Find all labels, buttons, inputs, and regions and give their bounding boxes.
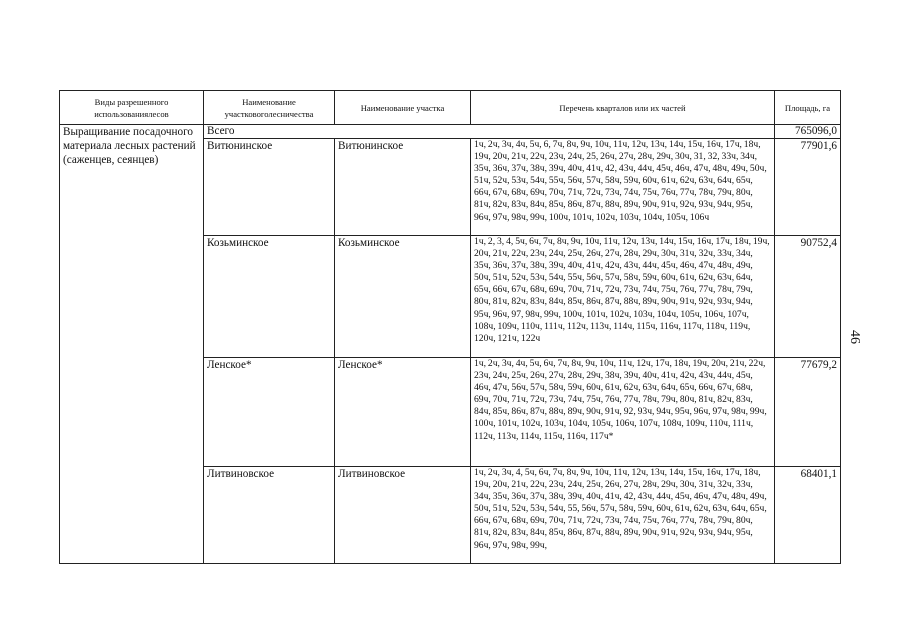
quarters-list: 1ч, 2, 3, 4, 5ч, 6ч, 7ч, 8ч, 9ч, 10ч, 11ч, 12ч, 13ч, 14ч, 15ч, 16ч, 17ч, 18ч, 19ч, 20ч, 21ч, 22ч, 23ч, 24ч, 25ч, 26ч, 27ч, 28ч, 29ч, 30ч, 31ч, 32ч, 33ч, 34ч, 35ч, 36ч, 37ч, 38ч, 39ч, 40ч, 41ч, 42ч, 43ч, 44ч, 45ч, 46ч, 47ч, 48ч, 49ч, 50ч, 51ч, 52ч, 53ч, 54ч, 55ч, 56ч, 57ч, 58ч, 59ч, 60ч, 61ч, 62ч, 63ч, 64ч, 65ч, 66ч, 67ч, 68ч, 69ч, 70ч, 71ч, 72ч, 73ч, 74ч, 75ч, 76ч, 77ч, 78ч, 79ч, 80ч, 81ч, 82ч, 83ч, 84ч, 85ч, 86ч, 87ч, 88ч, 89ч, 90ч, 91ч, 92ч, 93ч, 94ч, 95ч, 96ч, 97, 98ч, 99ч, 100ч, 101ч, 102ч, 103ч, 104ч, 105ч, 106ч, 107ч, 108ч, 109ч, 110ч, 111ч, 112ч, 113ч, 114ч, 115ч, 116ч, 117ч, 118ч, 119ч, 120ч, 121ч, 122ч (471, 236, 775, 358)
page-number: 46 (847, 330, 862, 344)
total-label: Всего (204, 125, 775, 139)
forestry-name: Козьминское (204, 236, 335, 358)
forestry-name: Витюнинское (204, 139, 335, 236)
site-name: Витюнинское (335, 139, 471, 236)
area-value: 77679,2 (775, 358, 841, 467)
area-value: 90752,4 (775, 236, 841, 358)
area-value: 68401,1 (775, 467, 841, 564)
header-row (60, 91, 841, 125)
header-site: Наименование участка (335, 91, 471, 125)
header-area: Площадь, га (775, 91, 841, 125)
site-name: Ленское* (335, 358, 471, 467)
quarters-list: 1ч, 2ч, 3ч, 4, 5ч, 6ч, 7ч, 8ч, 9ч, 10ч, 11ч, 12ч, 13ч, 14ч, 15ч, 16ч, 17ч, 18ч, 19ч, 20ч, 21ч, 22ч, 23ч, 24ч, 25ч, 26ч, 27ч, 28ч, 29ч, 30ч, 31ч, 32ч, 33ч, 34ч, 35ч, 36ч, 37ч, 38ч, 39ч, 40ч, 41ч, 42, 43ч, 44ч, 45ч, 46ч, 47ч, 48ч, 49ч, 50ч, 51ч, 52ч, 53ч, 54ч, 55, 56ч, 57ч, 58ч, 59ч, 60ч, 61ч, 62ч, 63ч, 64ч, 65ч, 66ч, 67ч, 68ч, 69ч, 70ч, 71ч, 72ч, 73ч, 74ч, 75ч, 76ч, 77ч, 78ч, 79ч, 80ч, 81ч, 82ч, 83ч, 84ч, 85ч, 86ч, 87ч, 88ч, 89ч, 90ч, 91ч, 92ч, 93ч, 94ч, 95ч, 96ч, 97ч, 98ч, 99ч, (471, 467, 775, 564)
header-forestry: Наименование участковоголесничества (204, 91, 335, 125)
area-value: 77901,6 (775, 139, 841, 236)
site-name: Козьминское (335, 236, 471, 358)
quarters-list: 1ч, 2ч, 3ч, 4ч, 5ч, 6, 7ч, 8ч, 9ч, 10ч, 11ч, 12ч, 13ч, 14ч, 15ч, 16ч, 17ч, 18ч, 19ч, 20ч, 21ч, 22ч, 23ч, 24ч, 25, 26ч, 27ч, 28ч, 29ч, 30ч, 31, 32, 33ч, 34ч, 35ч, 36ч, 37ч, 38ч, 39ч, 40ч, 41ч, 42, 43ч, 44ч, 45ч, 46ч, 47ч, 48ч, 49ч, 50ч, 51ч, 52ч, 53ч, 54ч, 55ч, 56ч, 57ч, 58ч, 59ч, 60ч, 61ч, 62ч, 63ч, 64ч, 65ч, 66ч, 67ч, 68ч, 69ч, 70ч, 71ч, 72ч, 73ч, 74ч, 75ч, 76ч, 77ч, 78ч, 79ч, 80ч, 81ч, 82ч, 83ч, 84ч, 85ч, 86ч, 87ч, 88ч, 89ч, 90ч, 91ч, 92ч, 93ч, 94ч, 95ч, 96ч, 97ч, 98ч, 99ч, 100ч, 101ч, 102ч, 103ч, 104ч, 105ч, 106ч (471, 139, 775, 236)
header-quarters: Перечень кварталов или их частей (471, 91, 775, 125)
quarters-list: 1ч, 2ч, 3ч, 4ч, 5ч, 6ч, 7ч, 8ч, 9ч, 10ч, 11ч, 12ч, 17ч, 18ч, 19ч, 20ч, 21ч, 22ч, 23ч, 24ч, 25ч, 26ч, 27ч, 28ч, 29ч, 38ч, 39ч, 40ч, 41ч, 42ч, 43ч, 44ч, 45ч, 46ч, 47ч, 56ч, 57ч, 58ч, 59ч, 60ч, 61ч, 62ч, 63ч, 64ч, 65ч, 66ч, 67ч, 68ч, 69ч, 70ч, 71ч, 72ч, 73ч, 74ч, 75ч, 76ч, 77ч, 78ч, 79ч, 80ч, 81ч, 82ч, 83ч, 84ч, 85ч, 86ч, 87ч, 88ч, 89ч, 90ч, 91ч, 92, 93ч, 94ч, 95ч, 96ч, 97ч, 98ч, 99ч, 100ч, 101ч, 102ч, 103ч, 104ч, 105ч, 106ч, 107ч, 108ч, 109ч, 110ч, 111ч, 112ч, 113ч, 114ч, 115ч, 116ч, 117ч* (471, 358, 775, 467)
use-type-cell: Выращивание посадочного материала лесных растений (саженцев, сеянцев) (60, 125, 204, 564)
forest-use-table (59, 90, 841, 564)
forestry-name: Литвиновское (204, 467, 335, 564)
total-area: 765096,0 (775, 125, 841, 139)
forestry-name: Ленское* (204, 358, 335, 467)
site-name: Литвиновское (335, 467, 471, 564)
header-use-type: Виды разрешенного использованиялесов (60, 91, 204, 125)
total-row (60, 125, 841, 139)
